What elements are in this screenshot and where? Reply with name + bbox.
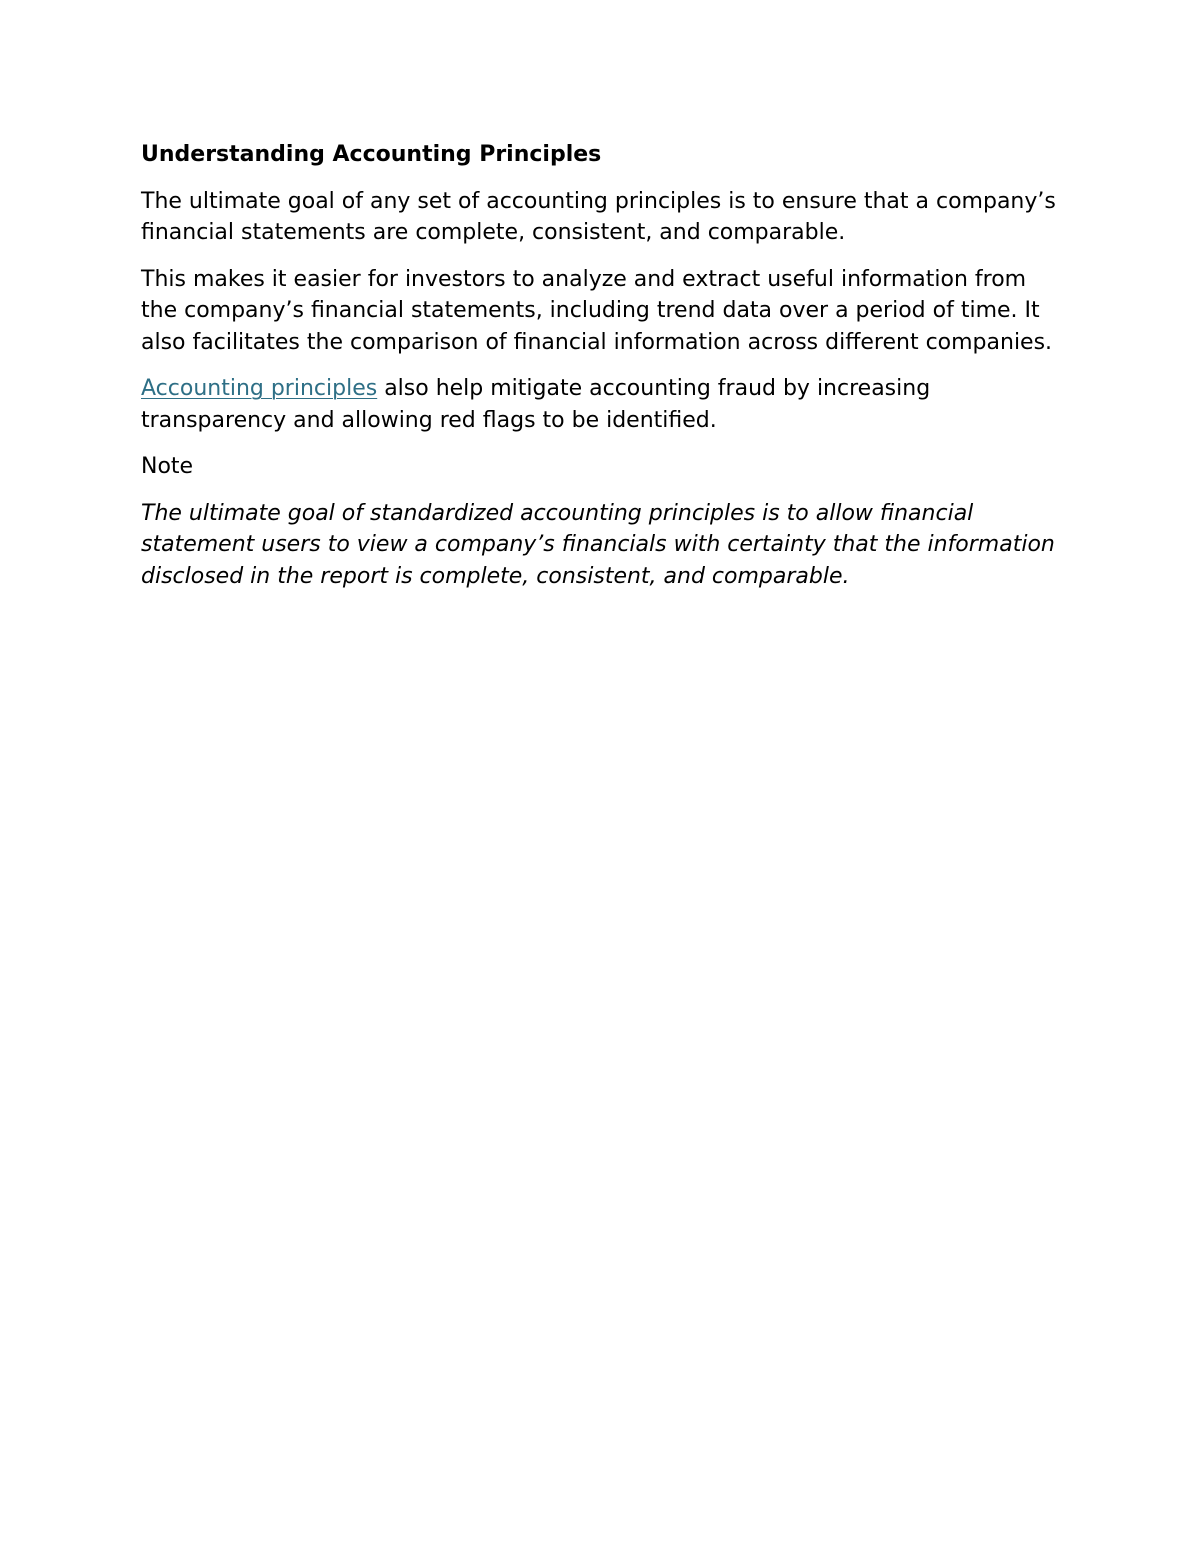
document-title: Understanding Accounting Principles — [141, 142, 602, 167]
paragraph-fraud — [141, 373, 1061, 436]
note-label: Note — [141, 454, 194, 479]
note-text: The ultimate goal of standardized accounting principles is to allow financial statement users to view a company’s financials with certainty that the information disclosed in the report is complete, consistent, and comparable. — [141, 500, 1055, 589]
paragraph-investors: This makes it easier for investors to analyze and extract useful information from the company’s financial statements, including trend data over a period of time. It also facilitates the comparison of financial information across different companies. — [141, 266, 1053, 355]
paragraph-fraud-text: also help mitigate accounting fraud by increasing transparency and allowing red flags to be identified. — [141, 376, 931, 433]
accounting-principles-link[interactable]: Accounting principles — [141, 376, 378, 401]
document-body — [141, 139, 1061, 607]
paragraph-intro: The ultimate goal of any set of accounting principles is to ensure that a company’s financial statements are complete, consistent, and comparable. — [141, 188, 1056, 245]
